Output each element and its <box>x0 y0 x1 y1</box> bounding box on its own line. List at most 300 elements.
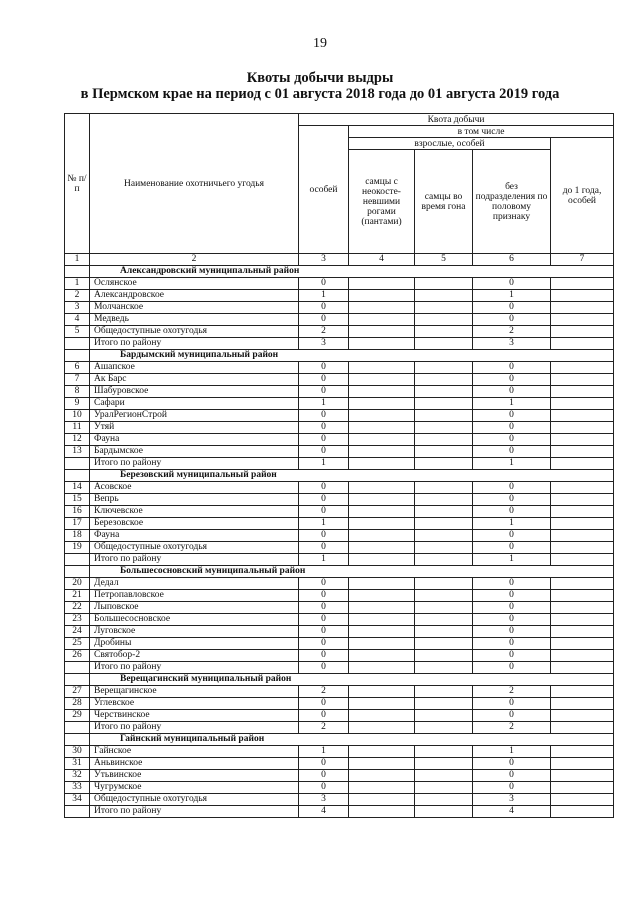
no-sex-value: 0 <box>473 434 551 446</box>
hunting-ground-name: Гайнское <box>90 746 299 758</box>
table-row <box>65 482 614 494</box>
row-number: 16 <box>65 506 90 518</box>
males-no-antlers-value <box>349 758 415 770</box>
quota-total: 0 <box>299 542 349 554</box>
page-number: 19 <box>313 36 327 51</box>
quota-total: 0 <box>299 710 349 722</box>
no-sex-value: 3 <box>473 338 551 350</box>
table-row <box>65 278 614 290</box>
males-rut-value <box>415 638 473 650</box>
district-name: Большесосновский муниципальный район <box>90 566 614 578</box>
quota-total: 0 <box>299 302 349 314</box>
hunting-ground-name: Итого по району <box>90 338 299 350</box>
table-row <box>65 314 614 326</box>
males-rut-value <box>415 578 473 590</box>
males-rut-value <box>415 458 473 470</box>
quota-total: 0 <box>299 638 349 650</box>
males-no-antlers-value <box>349 494 415 506</box>
hunting-ground-name: Итого по району <box>90 662 299 674</box>
under-one-value <box>551 446 614 458</box>
hunting-ground-name: Святобор-2 <box>90 650 299 662</box>
district-total-row <box>65 662 614 674</box>
hunting-ground-name: Шабуровское <box>90 386 299 398</box>
under-one-value <box>551 638 614 650</box>
district-blank-cell <box>65 734 90 746</box>
males-rut-value <box>415 278 473 290</box>
no-sex-value: 0 <box>473 506 551 518</box>
row-number: 1 <box>65 278 90 290</box>
district-total-row <box>65 458 614 470</box>
quota-total: 0 <box>299 626 349 638</box>
males-no-antlers-value <box>349 530 415 542</box>
males-no-antlers-value <box>349 374 415 386</box>
quota-total: 0 <box>299 590 349 602</box>
hunting-ground-name: Общедоступные охотугодья <box>90 794 299 806</box>
under-one-value <box>551 482 614 494</box>
table-row <box>65 590 614 602</box>
district-total-row <box>65 554 614 566</box>
no-sex-value: 0 <box>473 494 551 506</box>
males-rut-value <box>415 662 473 674</box>
males-no-antlers-value <box>349 386 415 398</box>
under-one-value <box>551 530 614 542</box>
no-sex-value: 0 <box>473 362 551 374</box>
males-no-antlers-value <box>349 710 415 722</box>
hunting-ground-name: Дробины <box>90 638 299 650</box>
index-cell: 5 <box>415 254 473 266</box>
row-number <box>65 458 90 470</box>
under-one-value <box>551 770 614 782</box>
quota-total: 0 <box>299 782 349 794</box>
header-total: особей <box>299 126 349 254</box>
hunting-ground-name: УралРегионСтрой <box>90 410 299 422</box>
males-rut-value <box>415 794 473 806</box>
table-row <box>65 578 614 590</box>
district-name: Березовский муниципальный район <box>90 470 614 482</box>
males-no-antlers-value <box>349 398 415 410</box>
header-num: № п/п <box>65 114 90 254</box>
quota-total: 4 <box>299 806 349 818</box>
no-sex-value: 1 <box>473 398 551 410</box>
quota-total: 0 <box>299 362 349 374</box>
under-one-value <box>551 698 614 710</box>
quota-total: 0 <box>299 698 349 710</box>
table-row <box>65 290 614 302</box>
table-row <box>65 626 614 638</box>
quota-total: 0 <box>299 506 349 518</box>
males-rut-value <box>415 614 473 626</box>
no-sex-value: 0 <box>473 314 551 326</box>
under-one-value <box>551 662 614 674</box>
no-sex-value: 3 <box>473 794 551 806</box>
row-number: 23 <box>65 614 90 626</box>
no-sex-value: 1 <box>473 290 551 302</box>
quota-total: 0 <box>299 410 349 422</box>
males-no-antlers-value <box>349 422 415 434</box>
hunting-ground-name: Сафари <box>90 398 299 410</box>
table-row <box>65 614 614 626</box>
table-row <box>65 794 614 806</box>
males-rut-value <box>415 494 473 506</box>
quota-total: 0 <box>299 578 349 590</box>
hunting-ground-name: Ключевское <box>90 506 299 518</box>
district-header-row <box>65 470 614 482</box>
quota-total: 0 <box>299 602 349 614</box>
males-no-antlers-value <box>349 590 415 602</box>
no-sex-value: 0 <box>473 482 551 494</box>
quota-total: 3 <box>299 338 349 350</box>
no-sex-value: 0 <box>473 590 551 602</box>
hunting-ground-name: Бардымское <box>90 446 299 458</box>
hunting-ground-name: Луговское <box>90 626 299 638</box>
title-line-1: Квоты добычи выдры <box>246 70 394 86</box>
row-number <box>65 662 90 674</box>
no-sex-value: 0 <box>473 530 551 542</box>
row-number: 5 <box>65 326 90 338</box>
males-rut-value <box>415 758 473 770</box>
row-number: 8 <box>65 386 90 398</box>
header-under-one: до 1 года, особей <box>551 138 614 254</box>
quota-total: 1 <box>299 398 349 410</box>
males-no-antlers-value <box>349 698 415 710</box>
under-one-value <box>551 626 614 638</box>
row-number <box>65 722 90 734</box>
hunting-ground-name: Ослянское <box>90 278 299 290</box>
no-sex-value: 0 <box>473 386 551 398</box>
quota-total: 0 <box>299 650 349 662</box>
district-name: Александровский муниципальный район <box>90 266 614 278</box>
under-one-value <box>551 506 614 518</box>
index-cell: 6 <box>473 254 551 266</box>
table-row <box>65 422 614 434</box>
row-number: 13 <box>65 446 90 458</box>
males-rut-value <box>415 434 473 446</box>
table-row <box>65 770 614 782</box>
no-sex-value: 0 <box>473 278 551 290</box>
under-one-value <box>551 410 614 422</box>
row-number: 12 <box>65 434 90 446</box>
under-one-value <box>551 782 614 794</box>
quota-total: 1 <box>299 554 349 566</box>
quota-total: 0 <box>299 386 349 398</box>
hunting-ground-name: Фауна <box>90 530 299 542</box>
under-one-value <box>551 746 614 758</box>
males-rut-value <box>415 650 473 662</box>
row-number: 24 <box>65 626 90 638</box>
males-no-antlers-value <box>349 410 415 422</box>
index-cell: 4 <box>349 254 415 266</box>
quota-total: 0 <box>299 770 349 782</box>
males-no-antlers-value <box>349 278 415 290</box>
no-sex-value: 4 <box>473 806 551 818</box>
header-males-rut: самцы во время гона <box>415 150 473 254</box>
hunting-ground-name: Медведь <box>90 314 299 326</box>
header-name: Наименование охотничьего угодья <box>90 114 299 254</box>
no-sex-value: 0 <box>473 626 551 638</box>
quota-total: 1 <box>299 458 349 470</box>
table-row <box>65 686 614 698</box>
quota-total: 0 <box>299 446 349 458</box>
hunting-ground-name: Черствинское <box>90 710 299 722</box>
header-adults: взрослые, особей <box>349 138 551 150</box>
under-one-value <box>551 542 614 554</box>
males-rut-value <box>415 302 473 314</box>
males-rut-value <box>415 590 473 602</box>
under-one-value <box>551 602 614 614</box>
hunting-ground-name: Петропавловское <box>90 590 299 602</box>
males-rut-value <box>415 374 473 386</box>
district-total-row <box>65 722 614 734</box>
hunting-ground-name: Итого по району <box>90 722 299 734</box>
no-sex-value: 0 <box>473 662 551 674</box>
no-sex-value: 0 <box>473 410 551 422</box>
table-row <box>65 518 614 530</box>
district-blank-cell <box>65 674 90 686</box>
quota-total: 0 <box>299 614 349 626</box>
quota-total: 0 <box>299 530 349 542</box>
row-number: 29 <box>65 710 90 722</box>
table-row <box>65 446 614 458</box>
table-row <box>65 398 614 410</box>
table-row <box>65 602 614 614</box>
no-sex-value: 1 <box>473 554 551 566</box>
quota-total: 0 <box>299 482 349 494</box>
no-sex-value: 1 <box>473 746 551 758</box>
no-sex-value: 0 <box>473 578 551 590</box>
hunting-ground-name: Углевское <box>90 698 299 710</box>
row-number <box>65 806 90 818</box>
males-no-antlers-value <box>349 362 415 374</box>
males-no-antlers-value <box>349 434 415 446</box>
no-sex-value: 0 <box>473 698 551 710</box>
under-one-value <box>551 362 614 374</box>
males-no-antlers-value <box>349 614 415 626</box>
under-one-value <box>551 650 614 662</box>
under-one-value <box>551 386 614 398</box>
no-sex-value: 2 <box>473 326 551 338</box>
hunting-ground-name: Итого по району <box>90 554 299 566</box>
males-no-antlers-value <box>349 314 415 326</box>
males-rut-value <box>415 530 473 542</box>
males-no-antlers-value <box>349 686 415 698</box>
no-sex-value: 0 <box>473 710 551 722</box>
males-no-antlers-value <box>349 554 415 566</box>
row-number: 2 <box>65 290 90 302</box>
hunting-ground-name: Утьвинское <box>90 770 299 782</box>
no-sex-value: 0 <box>473 302 551 314</box>
table-row <box>65 530 614 542</box>
males-no-antlers-value <box>349 770 415 782</box>
row-number <box>65 554 90 566</box>
no-sex-value: 0 <box>473 542 551 554</box>
quota-total: 0 <box>299 758 349 770</box>
quota-total: 1 <box>299 518 349 530</box>
hunting-ground-name: Утяй <box>90 422 299 434</box>
index-cell: 1 <box>65 254 90 266</box>
district-total-row <box>65 338 614 350</box>
males-rut-value <box>415 710 473 722</box>
row-number: 25 <box>65 638 90 650</box>
table-row <box>65 698 614 710</box>
title-line-2: в Пермском крае на период с 01 августа 2018 года до 01 августа 2019 года <box>80 86 560 102</box>
hunting-ground-name: Ашапское <box>90 362 299 374</box>
under-one-value <box>551 326 614 338</box>
index-cell: 2 <box>90 254 299 266</box>
hunting-ground-name: Фауна <box>90 434 299 446</box>
males-no-antlers-value <box>349 782 415 794</box>
no-sex-value: 0 <box>473 374 551 386</box>
males-no-antlers-value <box>349 506 415 518</box>
males-no-antlers-value <box>349 338 415 350</box>
no-sex-value: 0 <box>473 650 551 662</box>
no-sex-value: 0 <box>473 422 551 434</box>
district-blank-cell <box>65 350 90 362</box>
row-number: 3 <box>65 302 90 314</box>
hunting-ground-name: Общедоступные охотугодья <box>90 326 299 338</box>
quota-total: 0 <box>299 434 349 446</box>
under-one-value <box>551 590 614 602</box>
males-rut-value <box>415 398 473 410</box>
row-number: 6 <box>65 362 90 374</box>
males-rut-value <box>415 554 473 566</box>
males-rut-value <box>415 362 473 374</box>
males-no-antlers-value <box>349 722 415 734</box>
table-header <box>65 114 614 266</box>
under-one-value <box>551 398 614 410</box>
table-row <box>65 410 614 422</box>
males-rut-value <box>415 770 473 782</box>
males-rut-value <box>415 806 473 818</box>
no-sex-value: 2 <box>473 722 551 734</box>
district-total-row <box>65 806 614 818</box>
table-row <box>65 506 614 518</box>
row-number: 32 <box>65 770 90 782</box>
district-name: Гайнский муниципальный район <box>90 734 614 746</box>
table-row <box>65 386 614 398</box>
males-no-antlers-value <box>349 542 415 554</box>
no-sex-value: 0 <box>473 602 551 614</box>
under-one-value <box>551 338 614 350</box>
under-one-value <box>551 614 614 626</box>
district-header-row <box>65 350 614 362</box>
males-rut-value <box>415 686 473 698</box>
males-no-antlers-value <box>349 794 415 806</box>
row-number: 9 <box>65 398 90 410</box>
under-one-value <box>551 794 614 806</box>
males-rut-value <box>415 290 473 302</box>
no-sex-value: 0 <box>473 782 551 794</box>
row-number <box>65 338 90 350</box>
males-rut-value <box>415 542 473 554</box>
males-rut-value <box>415 698 473 710</box>
under-one-value <box>551 434 614 446</box>
under-one-value <box>551 278 614 290</box>
quota-total: 1 <box>299 290 349 302</box>
males-no-antlers-value <box>349 578 415 590</box>
header-index-row <box>65 254 614 266</box>
males-no-antlers-value <box>349 302 415 314</box>
quota-total: 0 <box>299 314 349 326</box>
hunting-ground-name: Итого по району <box>90 806 299 818</box>
table-row <box>65 638 614 650</box>
row-number: 30 <box>65 746 90 758</box>
hunting-ground-name: Молчанское <box>90 302 299 314</box>
district-name: Бардымский муниципальный район <box>90 350 614 362</box>
row-number: 19 <box>65 542 90 554</box>
males-no-antlers-value <box>349 290 415 302</box>
table-row <box>65 782 614 794</box>
header-quota: Квота добычи <box>299 114 614 126</box>
row-number: 21 <box>65 590 90 602</box>
quota-total: 0 <box>299 494 349 506</box>
under-one-value <box>551 302 614 314</box>
quota-total: 2 <box>299 686 349 698</box>
table-row <box>65 302 614 314</box>
quota-table <box>64 113 614 818</box>
row-number: 14 <box>65 482 90 494</box>
row-number: 28 <box>65 698 90 710</box>
row-number: 18 <box>65 530 90 542</box>
under-one-value <box>551 554 614 566</box>
under-one-value <box>551 710 614 722</box>
district-name: Верещагинский муниципальный район <box>90 674 614 686</box>
under-one-value <box>551 458 614 470</box>
under-one-value <box>551 686 614 698</box>
under-one-value <box>551 374 614 386</box>
under-one-value <box>551 806 614 818</box>
no-sex-value: 0 <box>473 638 551 650</box>
row-number: 17 <box>65 518 90 530</box>
district-header-row <box>65 674 614 686</box>
males-rut-value <box>415 326 473 338</box>
males-rut-value <box>415 518 473 530</box>
males-rut-value <box>415 722 473 734</box>
quota-total: 3 <box>299 794 349 806</box>
males-no-antlers-value <box>349 326 415 338</box>
under-one-value <box>551 314 614 326</box>
hunting-ground-name: Чугрумское <box>90 782 299 794</box>
males-no-antlers-value <box>349 482 415 494</box>
table-row <box>65 362 614 374</box>
under-one-value <box>551 494 614 506</box>
district-blank-cell <box>65 470 90 482</box>
quota-total: 0 <box>299 662 349 674</box>
table-row <box>65 326 614 338</box>
row-number: 22 <box>65 602 90 614</box>
under-one-value <box>551 290 614 302</box>
hunting-ground-name: Общедоступные охотугодья <box>90 542 299 554</box>
hunting-ground-name: Березовское <box>90 518 299 530</box>
hunting-ground-name: Лыповское <box>90 602 299 614</box>
males-rut-value <box>415 314 473 326</box>
hunting-ground-name: Итого по району <box>90 458 299 470</box>
table-row <box>65 434 614 446</box>
district-header-row <box>65 266 614 278</box>
males-no-antlers-value <box>349 446 415 458</box>
males-rut-value <box>415 446 473 458</box>
table-row <box>65 746 614 758</box>
males-no-antlers-value <box>349 626 415 638</box>
row-number: 11 <box>65 422 90 434</box>
table-row <box>65 710 614 722</box>
males-no-antlers-value <box>349 746 415 758</box>
row-number: 33 <box>65 782 90 794</box>
quota-total: 0 <box>299 422 349 434</box>
hunting-ground-name: Ак Барс <box>90 374 299 386</box>
males-no-antlers-value <box>349 638 415 650</box>
males-rut-value <box>415 410 473 422</box>
no-sex-value: 0 <box>473 770 551 782</box>
